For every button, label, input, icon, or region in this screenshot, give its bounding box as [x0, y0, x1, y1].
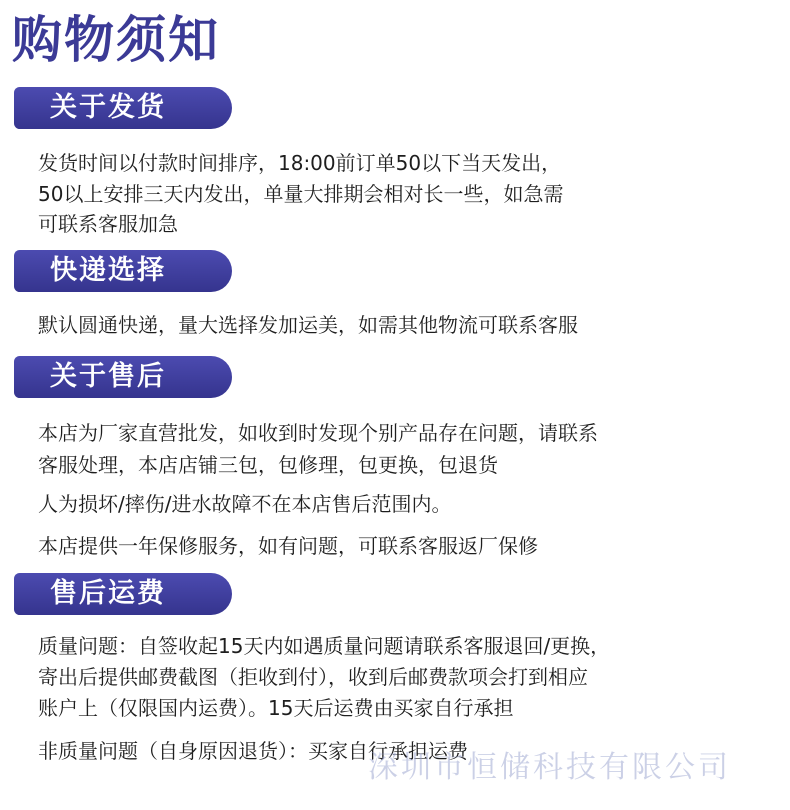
return-line-1: 质量问题：自签收起15天内如遇质量问题请联系客服退回/更换，	[38, 634, 611, 658]
shipping-line-1: 发货时间以付款时间排序，18:00前订单50以下当天发出，	[38, 151, 562, 175]
aftersales-line-1: 本店为厂家直营批发，如收到时发现个别产品存在问题，请联系	[38, 421, 598, 445]
section-badge-aftersales: 关于售后	[14, 356, 232, 398]
return-line-2: 寄出后提供邮费截图（拒收到付），收到后邮费款项会打到相应	[38, 665, 588, 689]
aftersales-line-4: 本店提供一年保修服务，如有问题，可联系客服返厂保修	[38, 534, 538, 558]
company-watermark: 深圳市恒储科技有限公司	[368, 750, 731, 785]
section-badge-return-shipping: 售后运费	[14, 573, 232, 615]
aftersales-line-3: 人为损坏/摔伤/进水故障不在本店售后范围内。	[38, 492, 452, 516]
shipping-line-2: 50以上安排三天内发出，单量大排期会相对长一些，如急需	[38, 182, 564, 206]
page-title: 购物须知	[12, 11, 220, 69]
section-badge-shipping: 关于发货	[14, 87, 232, 129]
shipping-line-3: 可联系客服加急	[38, 212, 178, 236]
aftersales-line-2: 客服处理，本店店铺三包，包修理，包更换，包退货	[38, 453, 498, 477]
courier-line-1: 默认圆通快递，量大选择发加运美，如需其他物流可联系客服	[38, 313, 578, 337]
return-line-3: 账户上（仅限国内运费）。15天后运费由买家自行承担	[38, 696, 514, 720]
return-line-4: 非质量问题（自身原因退货）：买家自行承担运费	[38, 739, 468, 763]
section-badge-courier: 快递选择	[14, 250, 232, 292]
